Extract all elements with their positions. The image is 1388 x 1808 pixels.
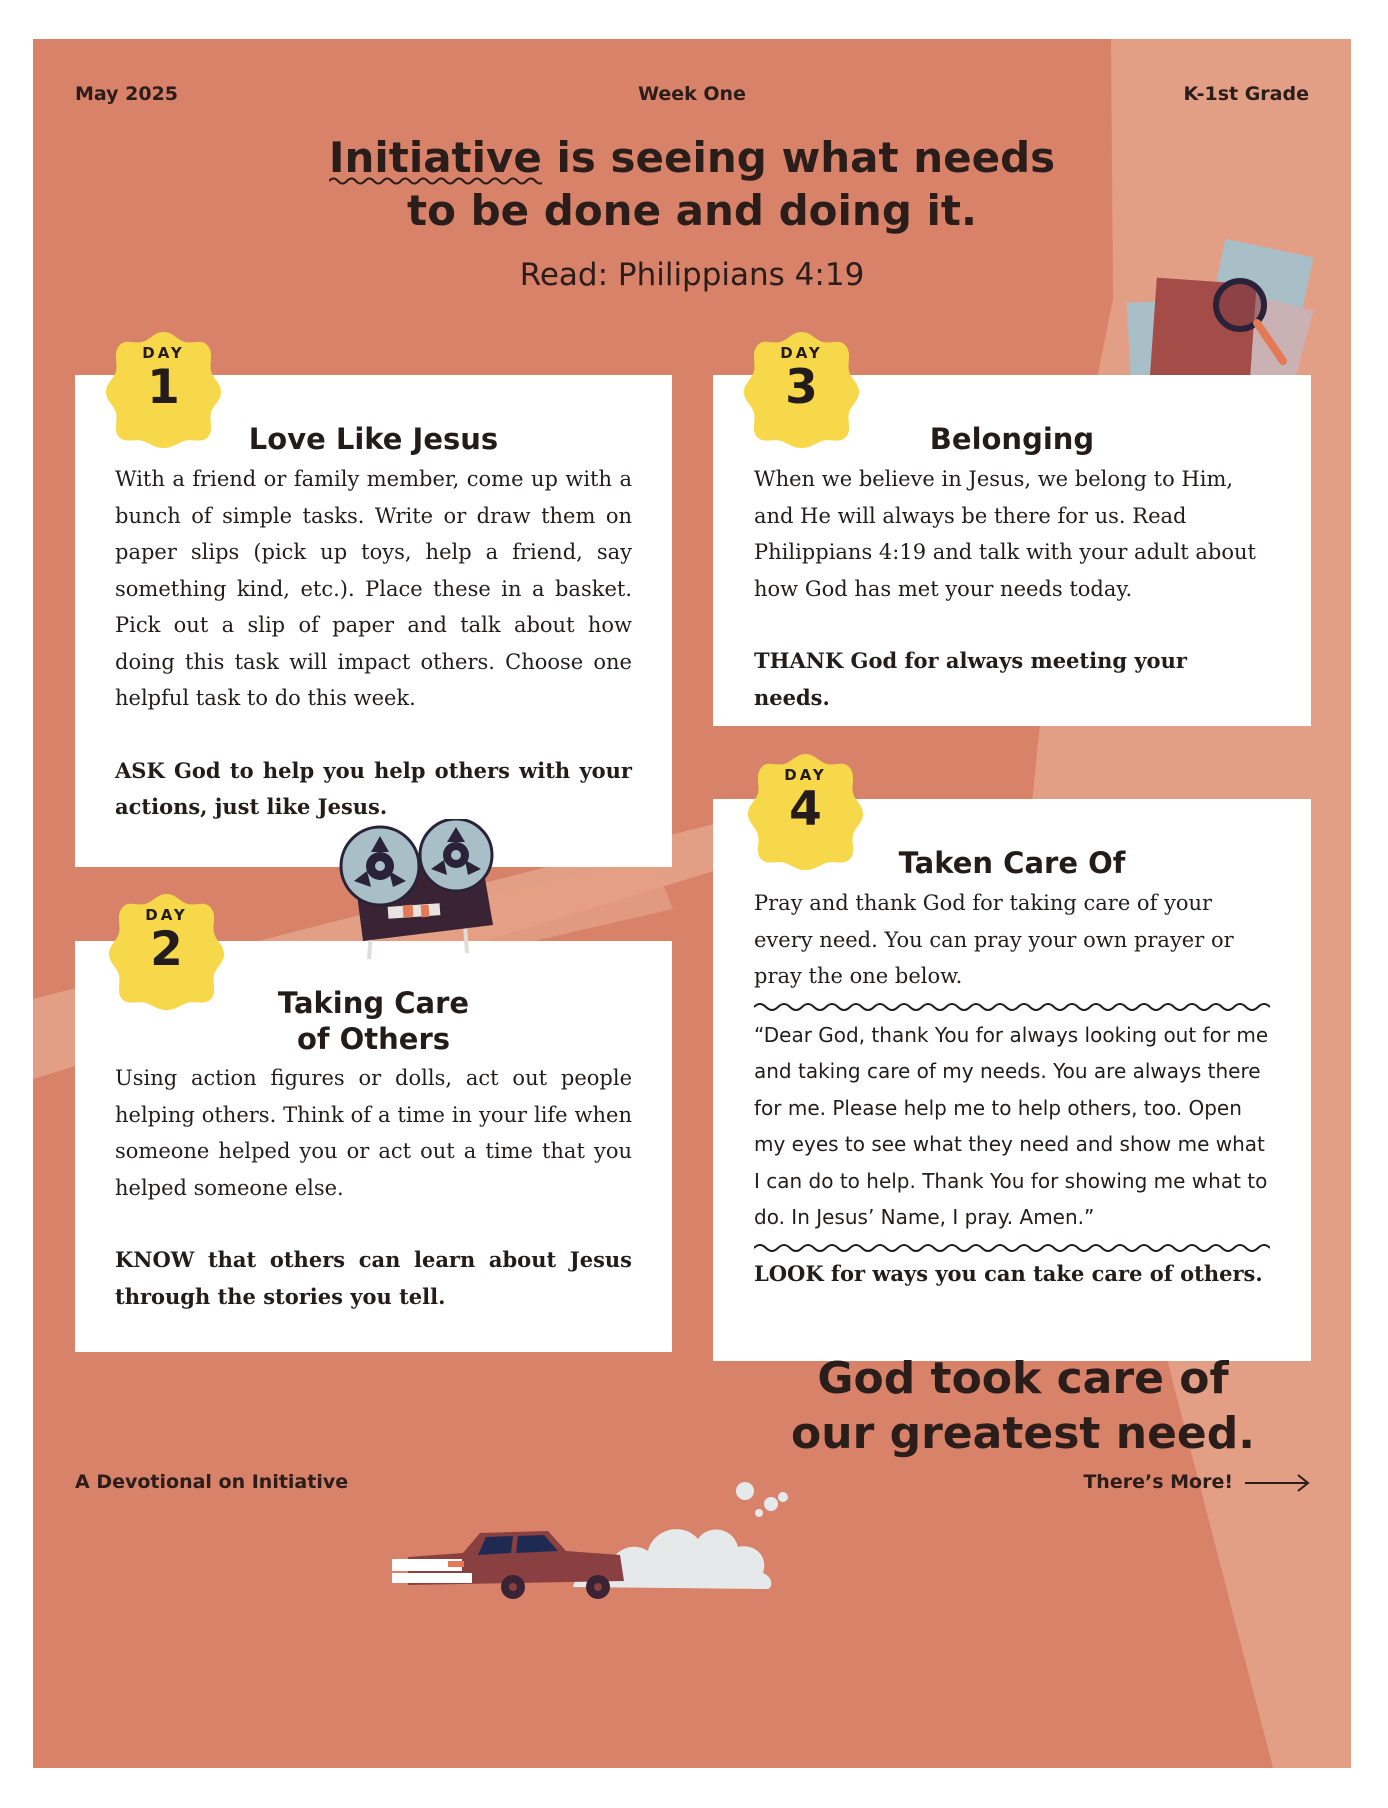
header-week: Week One <box>638 83 746 105</box>
arrow-right-icon[interactable] <box>1245 1473 1311 1493</box>
header-grade: K-1st Grade <box>1183 83 1309 105</box>
day-4-body <box>754 885 1270 1292</box>
day-4-badge-label: DAY <box>784 766 827 784</box>
headline-rest: is seeing what needs <box>541 133 1056 182</box>
day-1-description: With a friend or family member, come up with a bunch of simple tasks. Write or draw them on paper slips (pick up toys, help a friend, say something kind, etc.). Place these in a basket. Pick out a slip of paper and talk about how doing this task will impact others. Choose one helpful task to do this week. <box>115 467 632 710</box>
day-4-prayer: “Dear God, thank You for always looking out for me and taking care of my needs. You are always there for me. Please help me to help others, too. Open my eyes to see what they need and show me what I can do to help. Thank You for showing me what to do. In Jesus’ Name, I pray. Amen.” <box>754 1022 1269 1229</box>
day-3-body <box>754 461 1270 716</box>
wavy-divider-bottom <box>754 1242 1270 1254</box>
headline-line2: to be done and doing it. <box>407 186 977 235</box>
day-2-body <box>115 1060 632 1315</box>
day-2-badge-label: DAY <box>145 906 188 924</box>
day-3-title: Belonging <box>929 422 1095 456</box>
day-1-badge-number: 1 <box>147 360 180 415</box>
footer-title: A Devotional on Initiative <box>75 1471 349 1493</box>
day-1-badge <box>101 324 226 449</box>
day-1-title: Love Like Jesus <box>248 422 499 456</box>
day-4-badge-number: 4 <box>789 782 822 837</box>
day-3-description: When we believe in Jesus, we belong to Him, and He will always be there for us. Read Philippians 4:19 and talk with your adult about how God has met your needs today. <box>754 467 1256 601</box>
day-4-description: Pray and thank God for taking care of your every need. You can pray your own prayer or pray the one below. <box>754 891 1234 988</box>
scripture-reading: Read: Philippians 4:19 <box>519 257 865 293</box>
day-1-action: ASK God to help you help others with your actions, just like Jesus. <box>115 757 632 819</box>
day-4-title: Taken Care Of <box>898 846 1126 880</box>
page-headline <box>33 131 1351 237</box>
closing-statement: God took care of our greatest need. <box>791 1353 1255 1459</box>
day-3-badge <box>739 324 864 449</box>
day-1-body <box>115 461 632 826</box>
day-2-badge-number: 2 <box>150 922 183 977</box>
squiggle-underline-icon <box>329 176 542 186</box>
day-2-description: Using action figures or dolls, act out people helping others. Think of a time in your life when someone helped you or act out a time that you helped someone else. <box>115 1066 632 1200</box>
car-icon <box>388 1509 628 1609</box>
day-3-action: THANK God for always meeting your needs. <box>754 648 1187 710</box>
devotional-page <box>33 39 1351 1768</box>
film-projector-icon <box>333 819 513 969</box>
day-2-action: KNOW that others can learn about Jesus through the stories you tell. <box>115 1247 632 1309</box>
headline-keyword: Initiative <box>329 131 542 184</box>
day-3-badge-label: DAY <box>780 344 823 362</box>
day-2-title: Taking Care of Others <box>277 986 470 1056</box>
day-4-card <box>713 799 1311 1361</box>
day-2-badge <box>104 886 229 1011</box>
day-3-badge-number: 3 <box>785 360 818 415</box>
footer-more-link[interactable]: There’s More! <box>1083 1471 1233 1493</box>
wavy-divider-top <box>754 1001 1270 1013</box>
day-4-action: LOOK for ways you can take care of others. <box>754 1260 1263 1286</box>
day-1-badge-label: DAY <box>142 344 185 362</box>
header-date: May 2025 <box>75 83 179 105</box>
day-4-badge <box>743 746 868 871</box>
